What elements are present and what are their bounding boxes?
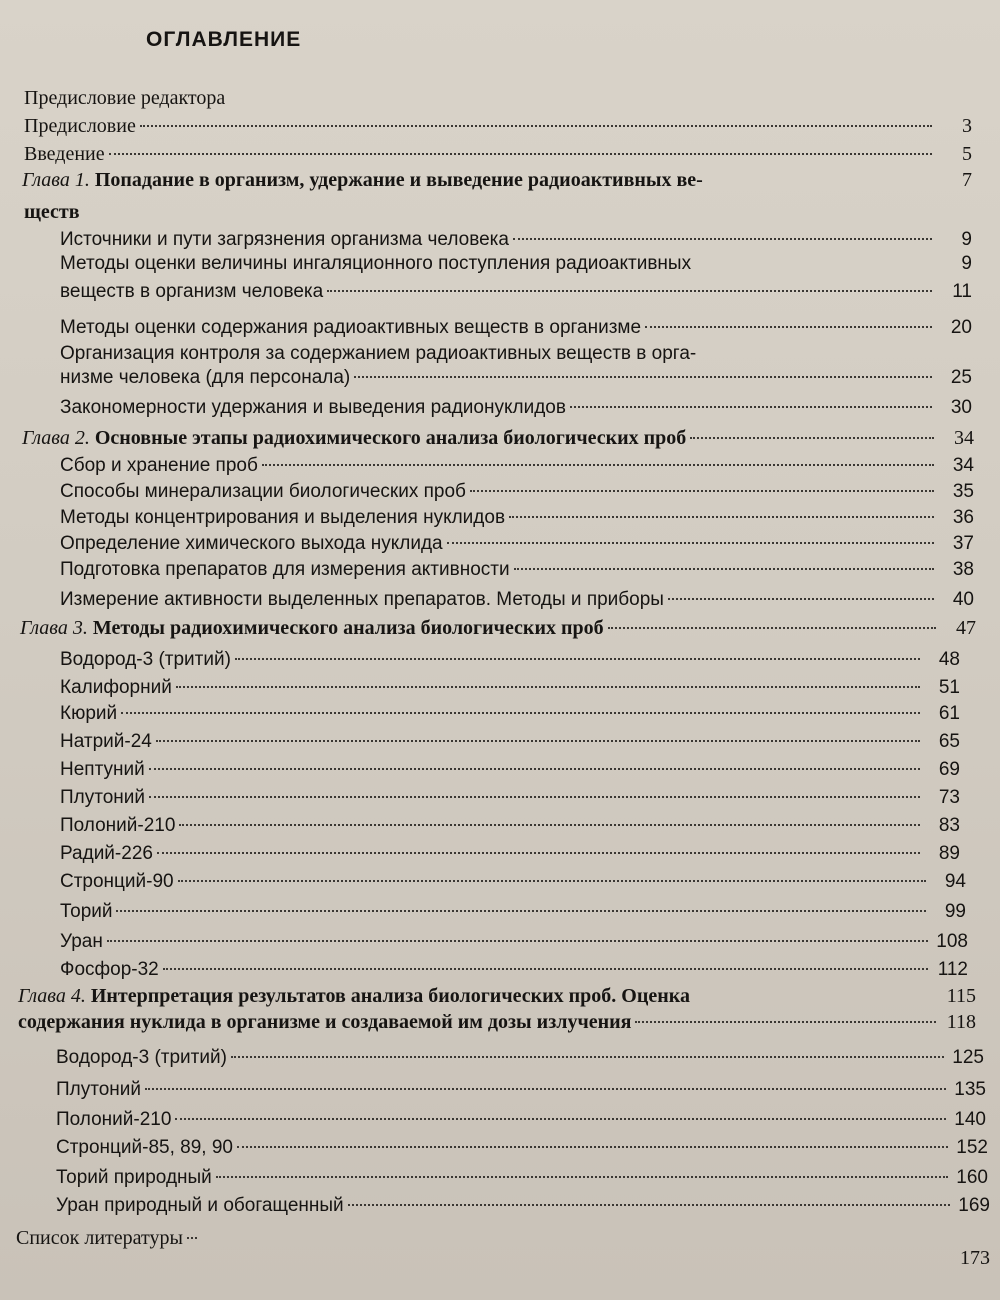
dot-leader xyxy=(237,1145,948,1148)
toc-entry xyxy=(60,316,972,340)
toc-entry-title: Нептуний xyxy=(60,759,145,780)
dot-leader xyxy=(231,1055,944,1058)
toc-chapter-continued xyxy=(18,1010,976,1034)
toc-entry xyxy=(16,1226,990,1250)
chapter-prefix: Глава 4. xyxy=(18,985,86,1007)
dot-leader xyxy=(700,353,968,354)
dot-leader xyxy=(179,823,920,826)
toc-entry xyxy=(60,252,972,276)
toc-page-number: 173 xyxy=(960,1247,990,1269)
toc-entry-title: веществ в организм человека xyxy=(60,281,324,302)
toc-entry-title: низме человека (для персонала) xyxy=(60,367,351,388)
toc-page-number: 7 xyxy=(962,169,972,191)
toc-entry xyxy=(60,930,968,954)
toc-entry xyxy=(60,342,972,366)
toc-entry-title: Натрий-24 xyxy=(60,731,152,752)
toc-chapter xyxy=(22,168,972,192)
toc-page-number: 34 xyxy=(952,455,974,476)
toc-entry xyxy=(56,1108,986,1132)
dot-leader xyxy=(116,909,926,912)
toc-entry xyxy=(56,1078,986,1102)
toc-entry-title: Источники и пути загрязнения организма человека xyxy=(60,229,509,250)
dot-leader xyxy=(107,939,928,942)
dot-leader xyxy=(608,626,936,629)
toc-page-number: 73 xyxy=(938,787,960,808)
toc-page-number: 94 xyxy=(944,871,966,892)
dot-leader xyxy=(149,767,920,770)
dot-leader xyxy=(163,967,928,970)
chapter-title: Попадание в организм, удержание и выведение радиоактивных ве- xyxy=(94,169,703,191)
toc-entry xyxy=(56,1136,988,1160)
toc-entry-title: Предисловие редактора xyxy=(24,87,226,109)
toc-page-number: 11 xyxy=(952,281,972,302)
dot-leader xyxy=(509,515,934,518)
toc-entry-title: Торий xyxy=(60,901,113,922)
toc-entry xyxy=(60,648,960,672)
toc-entry-title: Радий-226 xyxy=(60,843,153,864)
toc-entry xyxy=(60,558,974,582)
toc-page-number: 25 xyxy=(950,367,972,388)
dot-leader xyxy=(694,996,936,997)
dot-leader xyxy=(695,263,932,264)
dot-leader xyxy=(262,463,934,466)
toc-page-number: 47 xyxy=(956,617,976,639)
dot-leader xyxy=(514,567,934,570)
toc-entry xyxy=(60,506,974,530)
toc-page-number: 83 xyxy=(938,815,960,836)
toc-entry xyxy=(60,814,960,838)
dot-leader xyxy=(707,180,932,181)
toc-entry xyxy=(60,900,966,924)
toc-entry xyxy=(24,142,972,166)
toc-entry xyxy=(60,786,960,810)
toc-entry xyxy=(60,758,960,782)
toc-entry xyxy=(60,870,966,894)
toc-page-number: 5 xyxy=(962,143,972,165)
toc-entry-title: Закономерности удержания и выведения радионуклидов xyxy=(60,397,566,418)
toc-entry xyxy=(900,1246,990,1270)
toc-page-number: 108 xyxy=(936,931,968,952)
dot-leader xyxy=(216,1175,948,1178)
chapter-prefix: Глава 3. xyxy=(20,617,88,639)
toc-entry-title: Уран xyxy=(60,931,103,952)
dot-leader xyxy=(140,124,932,127)
dot-leader xyxy=(470,489,934,492)
toc-page-number: 36 xyxy=(952,507,974,528)
toc-entry xyxy=(24,114,972,138)
toc-page-number: 20 xyxy=(950,317,972,338)
toc-page-number: 140 xyxy=(954,1109,986,1130)
dot-leader xyxy=(156,739,920,742)
dot-leader xyxy=(348,1203,950,1206)
dot-leader xyxy=(229,98,968,99)
toc-entry xyxy=(60,454,974,478)
toc-page-number: 112 xyxy=(937,959,968,980)
toc-entry xyxy=(60,396,972,420)
toc-page-number: 125 xyxy=(952,1047,984,1068)
toc-entry-title: Водород-3 (тритий) xyxy=(56,1047,227,1068)
toc-page-number: 99 xyxy=(944,901,966,922)
toc-page-number: 30 xyxy=(950,397,972,418)
toc-entry-title: Фосфор-32 xyxy=(60,959,159,980)
toc-entry-title: Список литературы xyxy=(16,1227,183,1249)
dot-leader xyxy=(513,237,932,240)
dot-leader xyxy=(187,1236,197,1239)
toc-page-number: 37 xyxy=(952,533,974,554)
toc-entry xyxy=(56,1194,990,1218)
dot-leader xyxy=(235,657,920,660)
toc-page-number: 160 xyxy=(956,1167,988,1188)
chapter-title-continued: ществ xyxy=(24,201,80,223)
toc-entry xyxy=(60,280,972,304)
toc-page-number: 69 xyxy=(938,759,960,780)
toc-entry-title: Методы оценки содержания радиоактивных веществ в организме xyxy=(60,317,642,338)
toc-entry xyxy=(60,532,974,556)
chapter-title: Основные этапы радиохимического анализа биологических проб xyxy=(94,427,687,449)
toc-entry xyxy=(60,480,974,504)
toc-entry-title: Введение xyxy=(24,143,105,165)
toc-entry-title: Уран природный и обогащенный xyxy=(56,1195,344,1216)
toc-entry-title: Стронций-85, 89, 90 xyxy=(56,1137,234,1158)
toc-entry xyxy=(60,842,960,866)
toc-entry-title: Водород-3 (тритий) xyxy=(60,649,231,670)
toc-page-number: 89 xyxy=(938,843,960,864)
toc-chapter xyxy=(20,616,976,640)
toc-entry xyxy=(60,730,960,754)
toc-page-number: 48 xyxy=(938,649,960,670)
toc-entry xyxy=(60,588,974,612)
toc-entry-title: Плутоний xyxy=(56,1079,142,1100)
toc-entry-title: Калифорний xyxy=(60,677,172,698)
toc-entry-title: Плутоний xyxy=(60,787,146,808)
toc-entry-title: Организация контроля за содержанием радиоактивных веществ в орга- xyxy=(60,343,697,364)
chapter-title: Интерпретация результатов анализа биологических проб. Оценка xyxy=(90,985,690,1007)
toc-entry-title: Измерение активности выделенных препаратов. Методы и приборы xyxy=(60,589,664,610)
toc-entry xyxy=(60,702,960,726)
toc-entry-title: Определение химического выхода нуклида xyxy=(60,533,443,554)
toc-page-number: 38 xyxy=(952,559,974,580)
dot-leader xyxy=(175,1117,946,1120)
dot-leader xyxy=(635,1020,936,1023)
dot-leader xyxy=(447,541,934,544)
toc-page-number: 118 xyxy=(946,1011,976,1033)
toc-entry xyxy=(60,228,972,252)
toc-page-number: 40 xyxy=(952,589,974,610)
chapter-prefix: Глава 1. xyxy=(22,169,90,191)
dot-leader xyxy=(668,597,934,600)
dot-leader xyxy=(178,879,926,882)
dot-leader xyxy=(570,405,932,408)
toc-page-number: 169 xyxy=(958,1195,990,1216)
dot-leader xyxy=(157,851,920,854)
toc-page-number: 115 xyxy=(946,985,976,1007)
toc-entry xyxy=(60,958,968,982)
chapter-title: Методы радиохимического анализа биологических проб xyxy=(92,617,604,639)
toc-chapter xyxy=(18,984,976,1008)
toc-entry-title: Кюрий xyxy=(60,703,118,724)
toc-entry-title: Торий природный xyxy=(56,1167,212,1188)
toc-page-number: 51 xyxy=(938,677,960,698)
dot-leader xyxy=(145,1087,946,1090)
toc-entry-title: Полоний-210 xyxy=(60,815,176,836)
toc-entry-title: Стронций-90 xyxy=(60,871,174,892)
toc-heading: ОГЛАВЛЕНИЕ xyxy=(146,28,302,51)
dot-leader xyxy=(690,436,934,439)
toc-entry-title: Методы оценки величины ингаляционного поступления радиоактивных xyxy=(60,253,692,274)
toc-entry-title: Способы минерализации биологических проб xyxy=(60,481,466,502)
toc-entry xyxy=(60,676,960,700)
toc-entry xyxy=(56,1046,984,1070)
toc-page-number: 61 xyxy=(938,703,960,724)
toc-entry-title: Предисловие xyxy=(24,115,136,137)
toc-chapter xyxy=(22,426,974,450)
toc-page-number: 9 xyxy=(961,229,972,250)
toc-entry-title: Методы концентрирования и выделения нуклидов xyxy=(60,507,506,528)
toc-entry-title: Сбор и хранение проб xyxy=(60,455,258,476)
toc-entry-title: Подготовка препаратов для измерения активности xyxy=(60,559,510,580)
toc-page-number: 152 xyxy=(956,1137,988,1158)
chapter-title-continued: содержания нуклида в организме и создаваемой им дозы излучения xyxy=(18,1011,632,1033)
toc-page-number: 9 xyxy=(961,253,972,274)
toc-entry xyxy=(60,366,972,390)
dot-leader xyxy=(121,711,920,714)
dot-leader xyxy=(176,685,920,688)
dot-leader xyxy=(904,1258,950,1259)
dot-leader xyxy=(354,375,932,378)
chapter-prefix: Глава 2. xyxy=(22,427,90,449)
toc-page-number: 3 xyxy=(962,115,972,137)
dot-leader xyxy=(327,289,932,292)
toc-entry xyxy=(24,86,972,110)
toc-entry-title: Полоний-210 xyxy=(56,1109,172,1130)
dot-leader xyxy=(109,152,932,155)
dot-leader xyxy=(149,795,920,798)
toc-page-number: 35 xyxy=(952,481,974,502)
toc-page-number: 135 xyxy=(954,1079,986,1100)
toc-page-number: 65 xyxy=(938,731,960,752)
toc-entry xyxy=(56,1166,988,1190)
toc-page-number: 34 xyxy=(954,427,974,449)
dot-leader xyxy=(645,325,932,328)
